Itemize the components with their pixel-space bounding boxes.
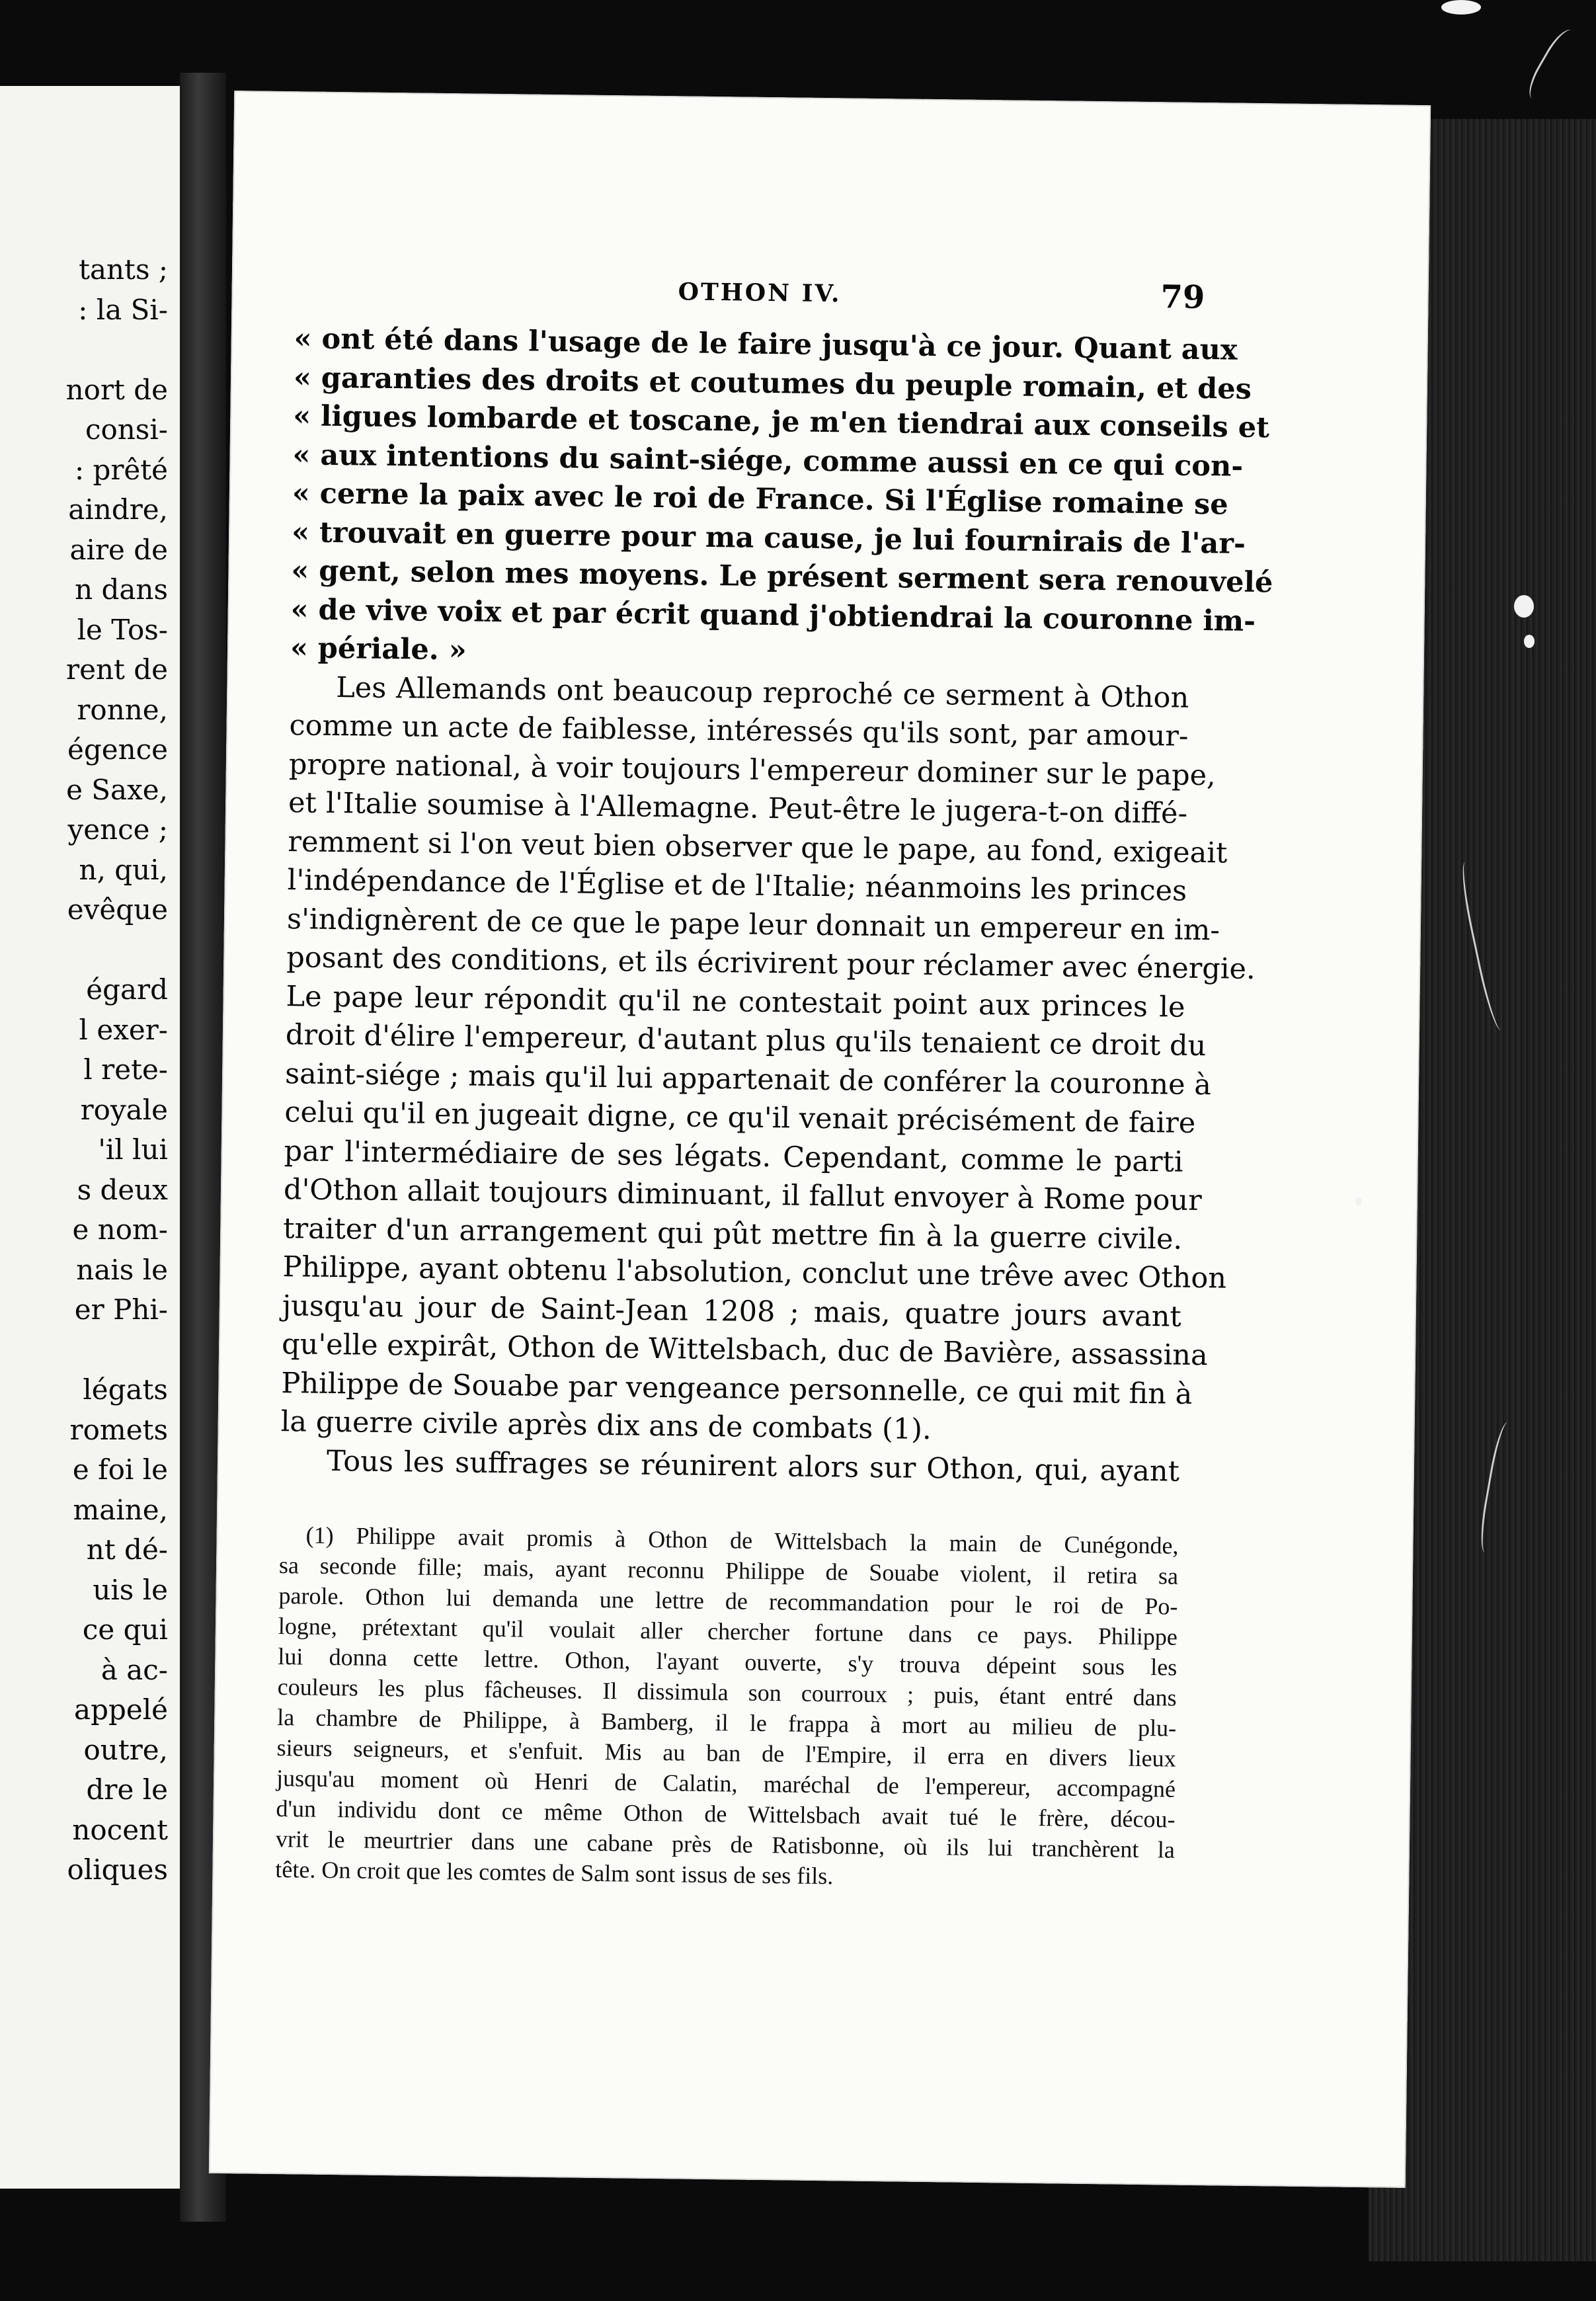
body-line: d'Othon allait toujours diminuant, il fallut envoyer à Rome pour — [283, 1173, 1203, 1218]
body-line: propre national, à voir toujours l'empereur dominer sur le pape, — [288, 747, 1217, 792]
body-line: « gent, selon mes moyens. Le présent serment sera renouvelé — [291, 554, 1273, 600]
footnote-line: sa seconde fille; mais, ayant reconnu Philippe de Souabe violent, il retira sa — [278, 1552, 1179, 1590]
body-line: la guerre civile après dix ans de combats (1). — [280, 1405, 932, 1447]
body-line: Les Allemands ont beaucoup reproché ce serment à Othon — [335, 670, 1189, 715]
footnote-line: vrit le meurtrier dans une cabane près de Ratisbonne, où ils lui tranchèrent la — [275, 1826, 1176, 1863]
page-number: 79 — [1160, 278, 1205, 317]
footnote-line: tête. On croit que les comtes de Salm sont issus de ses fils. — [275, 1856, 834, 1890]
left-page-line: er Phi- — [74, 1293, 168, 1326]
left-page-line: ce qui — [82, 1613, 168, 1646]
left-page-line: nt dé- — [86, 1533, 168, 1566]
left-page-line: romets — [69, 1413, 168, 1446]
left-page-line: à ac- — [100, 1653, 168, 1686]
left-page-line: s deux — [77, 1173, 168, 1206]
body-line: « ligues lombarde et toscane, je m'en tiendrai aux conseils et — [292, 399, 1270, 445]
body-line: « aux intentions du saint-siége, comme aussi en ce qui con- — [292, 438, 1244, 483]
body-line: comme un acte de faiblesse, intéressés qu'ils sont, par amour- — [289, 709, 1189, 753]
body-line: Le pape leur répondit qu'il ne contestait point aux princes le — [286, 979, 1185, 1024]
left-facing-page — [0, 86, 184, 2189]
body-line: s'indignèrent de ce que le pape leur donnait un empereur en im- — [286, 902, 1220, 947]
left-page-line: royale — [80, 1093, 168, 1126]
left-page-line: evêque — [67, 893, 168, 926]
scan-scratch — [1523, 24, 1587, 107]
footnote-line: lui donna cette lettre. Othon, l'ayant ouverte, s'y trouva dépeint sous les — [278, 1643, 1177, 1681]
left-page-line: nais le — [76, 1253, 168, 1286]
left-page-line: ronne, — [77, 693, 168, 726]
body-line: Tous les suffrages se réunirent alors sur Othon, qui, ayant — [326, 1444, 1180, 1488]
left-page-line: yence ; — [67, 813, 168, 846]
footnote-line: d'un individu dont ce même Othon de Wittelsbach avait tué le frère, décou- — [276, 1795, 1176, 1833]
body-line: posant des conditions, et ils écrivirent pour réclamer avec énergie. — [286, 941, 1256, 987]
body-line: l'indépendance de l'Église et de l'Italie; néanmoins les princes — [287, 864, 1187, 908]
scan-speck — [1524, 635, 1535, 648]
left-page-line: tants ; — [79, 253, 168, 286]
left-page-line: appelé — [74, 1693, 168, 1726]
left-page-line: 'il lui — [98, 1133, 168, 1166]
body-line: Philippe de Souabe par vengeance personnelle, ce qui mit fin à — [281, 1366, 1193, 1411]
body-text — [280, 319, 1273, 1490]
body-line: par l'intermédiaire de ses légats. Cependant, comme le parti — [284, 1134, 1183, 1179]
left-page-line: uis le — [93, 1573, 168, 1606]
left-page-line: dre le — [86, 1773, 168, 1806]
footnote-line: sieurs seigneurs, et s'enfuit. Mis au ban de l'Empire, il erra en divers lieux — [276, 1734, 1176, 1772]
left-page-line: l exer- — [79, 1013, 168, 1046]
left-page-line: légats — [83, 1373, 168, 1406]
footnote-line: (1) Philippe avait promis à Othon de Wittelsbach la main de Cunégonde, — [305, 1521, 1179, 1559]
scan-speck — [1355, 1197, 1362, 1206]
left-page-line: égard — [86, 973, 168, 1006]
body-line: Philippe, ayant obtenu l'absolution, conclut une trêve avec Othon — [282, 1250, 1227, 1295]
body-line: « ont été dans l'usage de le faire jusqu'à ce jour. Quant aux — [294, 322, 1238, 367]
footnote — [275, 1519, 1179, 1896]
body-line: celui qu'il en jugeait digne, ce qu'il venait précisément de faire — [284, 1096, 1196, 1140]
left-page-line: e foi le — [72, 1453, 168, 1486]
running-head-title: OTHON IV. — [678, 278, 842, 308]
left-page-line: égence — [67, 733, 168, 766]
body-line: saint-siége ; mais qu'il lui appartenait de conférer la couronne à — [284, 1057, 1212, 1102]
footnote-line: jusqu'au moment où Henri de Calatin, maréchal de l'empereur, accompagné — [276, 1765, 1176, 1802]
left-page-line: aindre, — [68, 493, 168, 526]
left-page-line: nort de — [65, 373, 168, 406]
left-page-line: n dans — [75, 573, 168, 606]
body-line: et l'Italie soumise à l'Allemagne. Peut-être le jugera-t-on diffé- — [288, 786, 1188, 830]
right-page — [209, 91, 1431, 2188]
body-line: « de vive voix et par écrit quand j'obtiendrai la couronne im- — [290, 592, 1256, 638]
left-page-line: e nom- — [72, 1213, 168, 1246]
left-page-line: le Tos- — [77, 613, 168, 646]
body-line: « trouvait en guerre pour ma cause, je lui fournirais de l'ar- — [291, 515, 1246, 561]
left-page-line: maine, — [73, 1493, 168, 1526]
left-page-line: rent de — [66, 653, 168, 686]
body-line: traiter d'un arrangement qui pût mettre fin à la guerre civile. — [282, 1211, 1183, 1256]
left-page-line: aire de — [69, 533, 168, 566]
scan-speck — [1514, 595, 1534, 618]
left-page-line: nocent — [72, 1813, 168, 1846]
footnote-line: la chambre de Philippe, à Bamberg, il le frappa à mort au milieu de plu- — [277, 1704, 1177, 1742]
left-page-line: : prêté — [74, 453, 168, 486]
left-page-line: : la Si- — [78, 293, 168, 326]
footnote-line: logne, prétextant qu'il voulait aller chercher fortune dans ce pays. Philippe — [278, 1613, 1178, 1650]
body-line: « garanties des droits et coutumes du peuple romain, et des — [293, 360, 1252, 406]
body-line: jusqu'au jour de Saint-Jean 1208 ; mais, quatre jours avant — [282, 1289, 1182, 1334]
body-line: droit d'élire l'empereur, d'autant plus qu'ils tenaient ce droit du — [285, 1018, 1207, 1063]
footnote-line: parole. Othon lui demanda une lettre de recommandation pour le roi de Po- — [278, 1582, 1178, 1620]
left-page-line: oliques — [67, 1853, 168, 1886]
left-page-line: outre, — [83, 1733, 168, 1766]
body-line: remment si l'on veut bien observer que le pape, au fond, exigeait — [288, 825, 1228, 869]
left-page-line: e Saxe, — [66, 773, 168, 806]
body-line: « périale. » — [290, 631, 467, 667]
left-page-line: n, qui, — [79, 853, 168, 886]
body-line: qu'elle expirât, Othon de Wittelsbach, duc de Bavière, assassina — [281, 1328, 1208, 1373]
footnote-line: couleurs les plus fâcheuses. Il dissimula son courroux ; puis, étant entré dans — [277, 1674, 1177, 1711]
left-page-line: l rete- — [83, 1053, 168, 1086]
left-page-line: consi- — [85, 413, 168, 446]
body-line: « cerne la paix avec le roi de France. Si l'Église romaine se — [292, 477, 1228, 522]
scan-speck — [1441, 0, 1481, 15]
